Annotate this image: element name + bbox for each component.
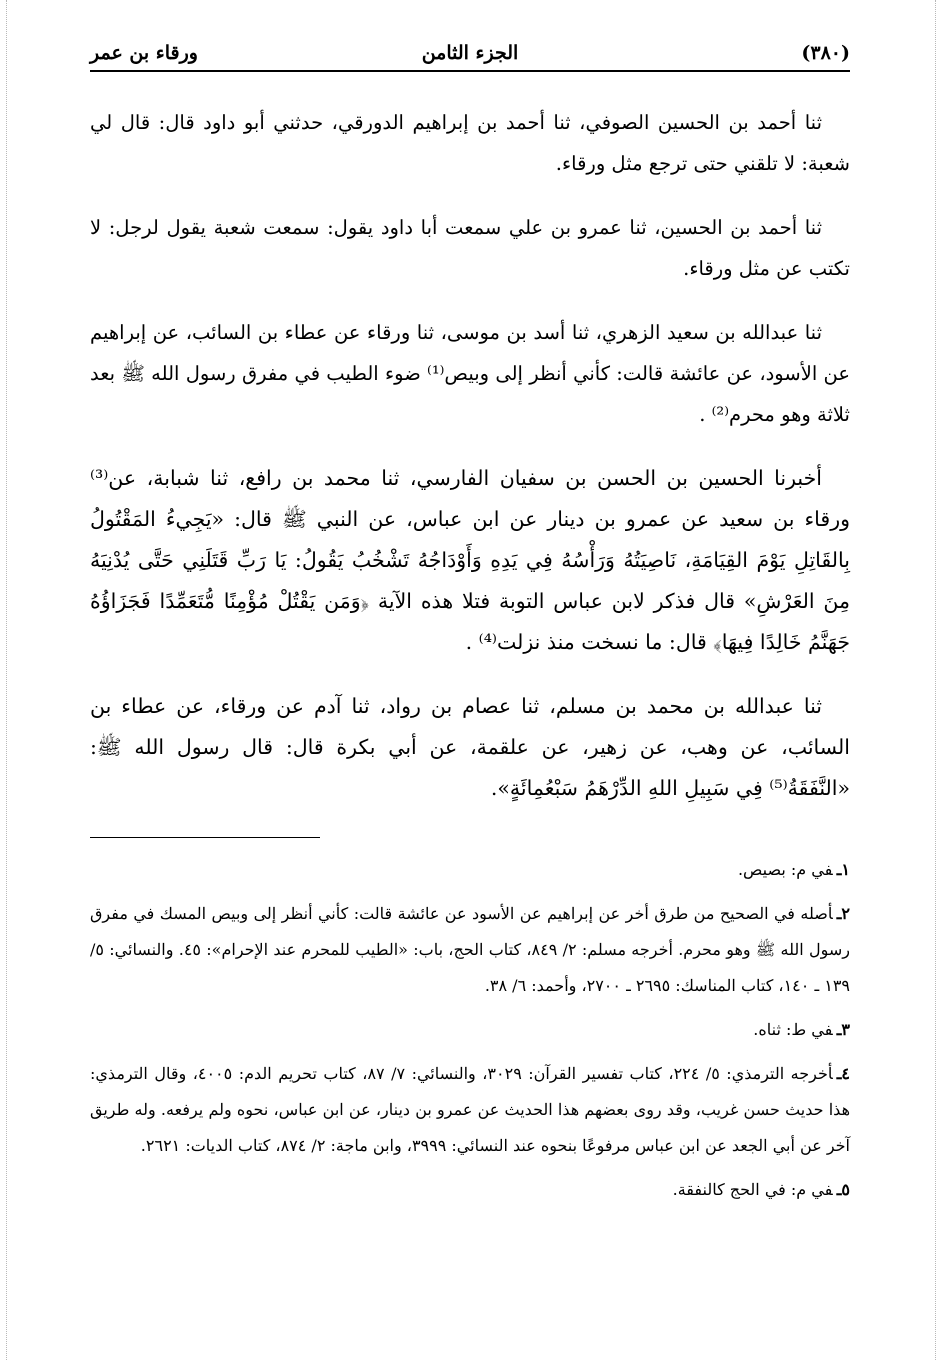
page-number: (٣٨٠) [801,42,850,64]
footnote-number: ٥ـ [836,1180,850,1199]
page-header [90,30,850,72]
footnote-number: ٣ـ [836,1020,850,1039]
part-title: الجزء الثامن [421,42,519,64]
footnote-number: ١ـ [836,860,850,879]
footnote-number: ٢ـ [836,904,851,923]
footnote-text: أصله في الصحيح من طرق أخر عن إبراهيم عن الأسود عن عائشة قالت: كأني أنظر إلى وبيص المسك في مفرق رسول الله ﷺ وهو محرم. أخرجه مسلم: ٢/ ٨٤٩، كتاب الحج، باب: «الطيب للمحرم عند الإحرام»: ٤٥. والنسائي: ٥/ ١٣٩ ـ ١٤٠، كتاب المناسك: ٢٦٩٥ ـ ٢٧٠٠، وأحمد: ٦/ ٣٨. [90,904,850,995]
footnote [90,1012,850,1048]
footnote-text: في م: بصيص. [737,860,833,879]
paragraph: ثنا عبدالله بن سعيد الزهري، ثنا أسد بن موسى، ثنا ورقاء عن عطاء بن السائب، عن إبراهيم عن الأسود، عن عائشة قالت: كأني أنظر إلى وبيص⁽¹⁾ ضوء الطيب في مفرق رسول الله ﷺ بعد ثلاثة وهو محرم⁽²⁾ . [90,321,850,426]
footnote-text: في م: في الحج كالنفقة. [672,1180,833,1199]
footnote [90,1172,850,1208]
paragraph: أخبرنا الحسين بن الحسن بن سفيان الفارسي، ثنا محمد بن رافع، ثنا شبابة، عن⁽³⁾ ورقاء بن سعيد عن عمرو بن دينار عن ابن عباس، عن النبي ﷺ قال: «يَجِيءُ المَقْتُولُ بِالقَاتِلِ يَوْمَ القِيَامَةِ، نَاصِيَتُهُ وَرَأْسُهُ فِي يَدِهِ وَأَوْدَاجُهُ تَشْخُبُ يَقُولُ: يَا رَبِّ قَتَلَنِي حَتَّى يُدْنِيَهُ مِنَ العَرْشِ» قال فذكر لابن عباس التوبة فتلا هذه الآية ﴿وَمَن يَقْتُلْ مُؤْمِنًا مُّتَعَمِّدًا فَجَزَاؤُهُ جَهَنَّمُ خَالِدًا فِيهَا﴾ قال: ما نسخت منذ نزلت⁽⁴⁾ . [90,466,850,654]
page-edge-dots-left [6,0,7,1360]
document-page [90,30,850,1216]
footnote-text: في ط: ثناه. [753,1020,833,1039]
footnote [90,896,850,1004]
footnote [90,852,850,888]
paragraph: ثنا أحمد بن الحسين، ثنا عمرو بن علي سمعت أبا داود يقول: سمعت شعبة يقول لرجل: لا تكتب عن مثل ورقاء. [90,216,850,280]
footnotes [90,852,850,1208]
footnote-separator [90,837,320,838]
main-text [90,102,850,809]
footnote-text: أخرجه الترمذي: ٥/ ٢٢٤، كتاب تفسير القرآن: ٣٠٢٩، والنسائي: ٧/ ٨٧، كتاب تحريم الدم: ٤٠٠٥، وقال الترمذي: هذا حديث حسن غريب، وقد روى بعضهم هذا الحديث عن عمرو بن دينار، عن ابن عباس، نحوه ولم يرفعه. وله طريق آخر عن أبي الجعد عن ابن عباس مرفوعًا بنحوه عند النسائي: ٣٩٩٩، وابن ماجة: ٢/ ٨٧٤، كتاب الديات: ٢٦٢١. [90,1064,851,1155]
footnote [90,1056,850,1164]
paragraph: ثنا أحمد بن الحسين الصوفي، ثنا أحمد بن إبراهيم الدورقي، حدثني أبو داود قال: قال لي شعبة: لا تلقني حتى ترجع مثل ورقاء. [90,111,850,175]
entry-title: ورقاء بن عمر [90,42,198,64]
paragraph: ثنا عبدالله بن محمد بن مسلم، ثنا عصام بن رواد، ثنا آدم عن ورقاء، عن عطاء بن السائب، عن وهب، عن زهير، عن علقمة، عن أبي بكرة قال: قال رسول الله ﷺ: «النَّفَقَةُ⁽⁵⁾ فِي سَبِيلِ اللهِ الدِّرْهَمُ سَبْعُمِائَةٍ». [90,694,850,800]
footnote-number: ٤ـ [836,1064,850,1083]
page-edge-dots-right [935,0,936,1360]
